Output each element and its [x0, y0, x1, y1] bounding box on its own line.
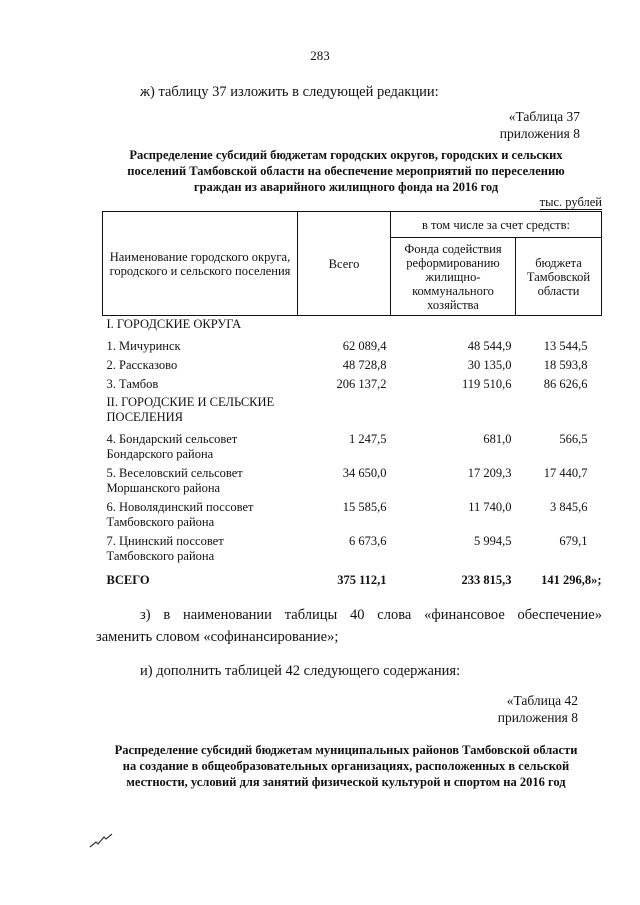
table37-title-line2: поселений Тамбовской области на обеспечение мероприятий по переселению	[127, 164, 565, 178]
table-row	[103, 333, 602, 355]
row-fund: 119 510,6	[461, 377, 512, 391]
paragraph-z-line2: заменить словом «софинансирование»;	[96, 629, 339, 645]
row-total: 206 137,2	[336, 377, 387, 391]
row-name: 4. Бондарский сельсовет Бондарского района	[106, 432, 238, 461]
units-text: тыс. рублей	[539, 195, 602, 209]
section-settlements: II. ГОРОДСКИЕ И СЕЛЬСКИЕ ПОСЕЛЕНИЯ	[106, 395, 275, 424]
table37-title-line3: граждан из аварийного жилищного фонда на 2016 год	[193, 180, 499, 194]
table-row	[103, 426, 602, 463]
table42-ref-line1: «Таблица 42	[506, 693, 578, 708]
total-row	[103, 565, 602, 589]
header-region: бюджета Тамбовской области	[516, 238, 602, 316]
section-row	[103, 393, 602, 426]
row-name: 3. Тамбов	[106, 377, 159, 391]
row-region: 17 440,7	[543, 466, 588, 480]
section-urban-districts: I. ГОРОДСКИЕ ОКРУГА	[106, 317, 242, 331]
table37-title	[96, 147, 596, 195]
row-region: 3 845,6	[550, 500, 588, 514]
signature-mark-icon	[88, 832, 114, 850]
row-name: 6. Новолядинский поссовет Тамбовского района	[106, 500, 254, 529]
paragraph-i: и) дополнить таблицей 42 следующего содержания:	[140, 663, 461, 679]
table42-title	[86, 742, 606, 790]
row-region: 13 544,5	[543, 339, 588, 353]
table37-ref-line1: «Таблица 37	[508, 109, 580, 124]
table-row	[103, 374, 602, 393]
row-fund: 5 994,5	[474, 534, 512, 548]
row-region: 566,5	[559, 432, 588, 446]
header-fund: Фонда содействия реформированию жилищно-коммунального хозяйства	[391, 238, 516, 316]
total-name: ВСЕГО	[106, 573, 150, 587]
table42-title-line2: на создание в общеобразовательных организациях, расположенных в сельской	[122, 759, 570, 773]
row-region: 679,1	[559, 534, 588, 548]
row-total: 48 728,8	[342, 358, 387, 372]
row-fund: 17 209,3	[467, 466, 512, 480]
row-name: 1. Мичуринск	[106, 339, 181, 353]
row-name: 5. Веселовский сельсовет Моршанского района	[106, 466, 243, 495]
table37-reference	[400, 108, 580, 142]
paragraph-z	[96, 604, 602, 648]
total-region: 141 296,8	[541, 573, 592, 587]
row-total: 15 585,6	[342, 500, 387, 514]
total-suffix: »;	[591, 573, 602, 587]
table42-ref-line2: приложения 8	[497, 710, 578, 725]
row-fund: 11 740,0	[468, 500, 512, 514]
total-fund: 233 815,3	[461, 573, 512, 587]
section-row	[103, 316, 602, 334]
row-fund: 48 544,9	[467, 339, 512, 353]
page-number: 283	[310, 48, 330, 63]
table37-ref-line2: приложения 8	[499, 126, 580, 141]
header-total: Всего	[298, 212, 391, 316]
units-label	[440, 195, 602, 210]
subsidy-table-37	[102, 211, 602, 589]
row-name: 7. Цнинский поссовет Тамбовского района	[106, 534, 224, 563]
row-total: 34 650,0	[342, 466, 387, 480]
row-region: 86 626,6	[543, 377, 588, 391]
row-fund: 30 135,0	[467, 358, 512, 372]
table42-reference	[400, 692, 578, 726]
paragraph-z-line1: з) в наименовании таблицы 40 слова «финансовое обеспечение»	[140, 607, 602, 623]
table-row	[103, 497, 602, 531]
table-row	[103, 355, 602, 374]
row-name: 2. Рассказово	[106, 358, 178, 372]
total-total: 375 112,1	[337, 573, 387, 587]
table42-title-line1: Распределение субсидий бюджетам муниципальных районов Тамбовской области	[114, 743, 578, 757]
header-including: в том числе за счет средств:	[391, 212, 602, 238]
table-row	[103, 531, 602, 565]
row-region: 18 593,8	[543, 358, 588, 372]
row-total: 62 089,4	[342, 339, 387, 353]
table42-title-line3: местности, условий для занятий физической культурой и спортом на 2016 год	[126, 775, 566, 789]
row-fund: 681,0	[483, 432, 512, 446]
row-total: 1 247,5	[349, 432, 387, 446]
table-row	[103, 463, 602, 497]
total-region-cell	[516, 565, 602, 589]
paragraph-zh: ж) таблицу 37 изложить в следующей редакции:	[140, 84, 439, 100]
header-name: Наименование городского округа, городского и сельского поселения	[103, 212, 298, 316]
row-total: 6 673,6	[349, 534, 387, 548]
table37-title-line1: Распределение субсидий бюджетам городских округов, городских и сельских	[129, 148, 563, 162]
